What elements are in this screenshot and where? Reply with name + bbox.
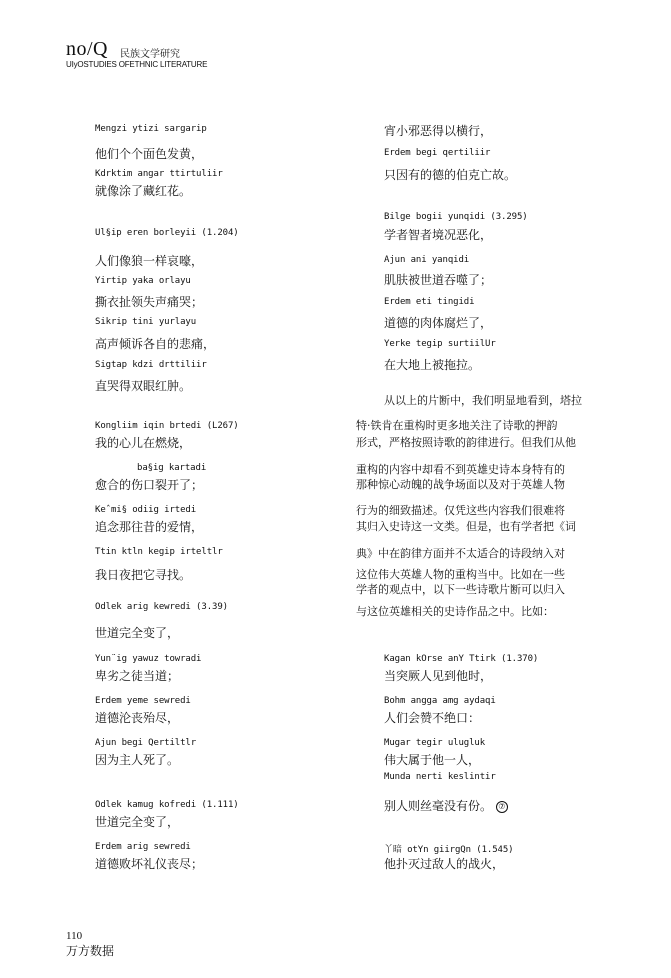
footnote-marker: ⑦ bbox=[496, 801, 508, 813]
paragraph-line: 特·铁肯在重构时更多地关注了诗歌的押韵 bbox=[356, 419, 558, 432]
left-line: 就像涂了藏红花。 bbox=[95, 184, 192, 198]
left-line: 他们个个面色发黄， bbox=[95, 147, 204, 161]
paragraph-line: 从以上的片断中，我们明显地看到，塔拉 bbox=[384, 394, 582, 407]
left-line: Keˆmi§ odiig irtedi bbox=[95, 505, 197, 515]
left-line: Erdem arig sewredi bbox=[95, 842, 191, 852]
left-line: 我的心儿在燃烧， bbox=[95, 436, 192, 450]
right-line: Erdem begi qertiliir bbox=[384, 148, 491, 158]
right-line: 只因有的德的伯克亡故。 bbox=[384, 168, 517, 182]
left-line: Yun¨ig yawuz towradi bbox=[95, 654, 202, 664]
left-line: 愈合的伤口裂开了； bbox=[95, 478, 204, 492]
paragraph-line: 其归入史诗这一文类。但是，也有学者把《词 bbox=[356, 520, 576, 533]
right-line: Bilge bogii yunqidi (3.295) bbox=[384, 212, 528, 222]
right-line: 伟大属于他一人， bbox=[384, 753, 481, 767]
left-line: 撕衣扯领失声痛哭； bbox=[95, 295, 204, 309]
left-line: 高声倾诉各自的悲痛， bbox=[95, 337, 216, 351]
left-line: 因为主人死了。 bbox=[95, 753, 180, 767]
left-line: 人们像狼一样哀嚎， bbox=[95, 254, 204, 268]
source-watermark: 万方数据 bbox=[66, 944, 115, 958]
left-line: 追念那往昔的爱情， bbox=[95, 520, 204, 534]
right-line: 学者智者境况恶化， bbox=[384, 228, 493, 242]
right-line: Kagan kOrse anY Ttirk (1.370) bbox=[384, 654, 539, 664]
left-line: Ttin ktln kegip irteltlr bbox=[95, 547, 223, 557]
right-line: 他扑灭过敌人的战火， bbox=[384, 857, 505, 871]
left-line: Mengzi ytizi sargarip bbox=[95, 124, 207, 134]
left-line: Yirtip yaka orlayu bbox=[95, 276, 191, 286]
paragraph-line: 形式，严格按照诗歌的韵律进行。但我们从他 bbox=[356, 436, 576, 449]
page-number: 110 bbox=[66, 930, 83, 942]
left-line: 直哭得双眼红肿。 bbox=[95, 379, 192, 393]
journal-english-title: UIyOSTUDIES OFETHNIC LITERATURE bbox=[66, 60, 208, 69]
right-line: Ajun ani yanqidi bbox=[384, 255, 470, 265]
paragraph-line: 重构的内容中却看不到英雄史诗本身特有的 bbox=[356, 463, 565, 476]
left-line: Ajun begi Qertiltlr bbox=[95, 738, 197, 748]
left-line: Odlek arig kewredi (3.39) bbox=[95, 602, 228, 612]
left-line: ba§ig kartadi bbox=[137, 463, 207, 473]
left-line: 世道完全变了， bbox=[95, 815, 180, 829]
right-line: Bohm angga amg aydaqi bbox=[384, 696, 496, 706]
right-line: Yerke tegip surtiilUr bbox=[384, 339, 496, 349]
left-line: Kdrktim angar ttirtuliir bbox=[95, 169, 223, 179]
right-line: 肌肤被世道吞噬了； bbox=[384, 273, 493, 287]
right-line: Munda nerti keslintir bbox=[384, 772, 496, 782]
journal-name: 民族文学研究 bbox=[120, 49, 180, 60]
right-line: 在大地上被拖拉。 bbox=[384, 358, 481, 372]
right-line: 当突厥人见到他时， bbox=[384, 669, 493, 683]
left-line: 卑劣之徒当道； bbox=[95, 669, 180, 683]
left-line: 道德沦丧殆尽， bbox=[95, 711, 180, 725]
right-line bbox=[384, 797, 508, 814]
paragraph-line: 那种惊心动魄的战争场面以及对于英雄人物 bbox=[356, 478, 565, 491]
left-line: 世道完全变了， bbox=[95, 626, 180, 640]
journal-logo: no/Q bbox=[66, 38, 108, 60]
paragraph-line: 典》中在韵律方面并不太适合的诗段纳入对 bbox=[356, 547, 565, 560]
right-line: 人们会赞不绝口： bbox=[384, 711, 481, 725]
left-line: Ul§ip eren borleyii (1.204) bbox=[95, 228, 239, 238]
paragraph-line: 与这位英雄相关的史诗作品之中。比如： bbox=[356, 605, 554, 618]
verse-text: 别人则丝毫没有份。 bbox=[384, 799, 493, 813]
left-line: Sikrip tini yurlayu bbox=[95, 317, 197, 327]
left-line: Odlek kamug kofredi (1.111) bbox=[95, 800, 239, 810]
right-line: Erdem eti tingidi bbox=[384, 297, 475, 307]
paragraph-line: 学者的观点中，以下一些诗歌片断可以归入 bbox=[356, 583, 565, 596]
right-line: 道德的肉体腐烂了， bbox=[384, 316, 493, 330]
paragraph-line: 行为的细致描述。仅凭这些内容我们很难将 bbox=[356, 504, 565, 517]
paragraph-line: 这位伟大英雄人物的重构当中。比如在一些 bbox=[356, 568, 565, 581]
left-line: 我日夜把它寻找。 bbox=[95, 568, 192, 582]
left-line: Erdem yeme sewredi bbox=[95, 696, 191, 706]
left-line: Sigtap kdzi drttiliir bbox=[95, 360, 207, 370]
right-line: 宵小邪恶得以横行， bbox=[384, 124, 493, 138]
right-line: 丫暗 otYn giirgQn (1.545) bbox=[384, 845, 514, 855]
right-line: Mugar tegir ulugluk bbox=[384, 738, 486, 748]
left-line: 道德败坏礼仪丧尽； bbox=[95, 857, 204, 871]
left-line: Kongliim iqin brtedi (L267) bbox=[95, 421, 239, 431]
